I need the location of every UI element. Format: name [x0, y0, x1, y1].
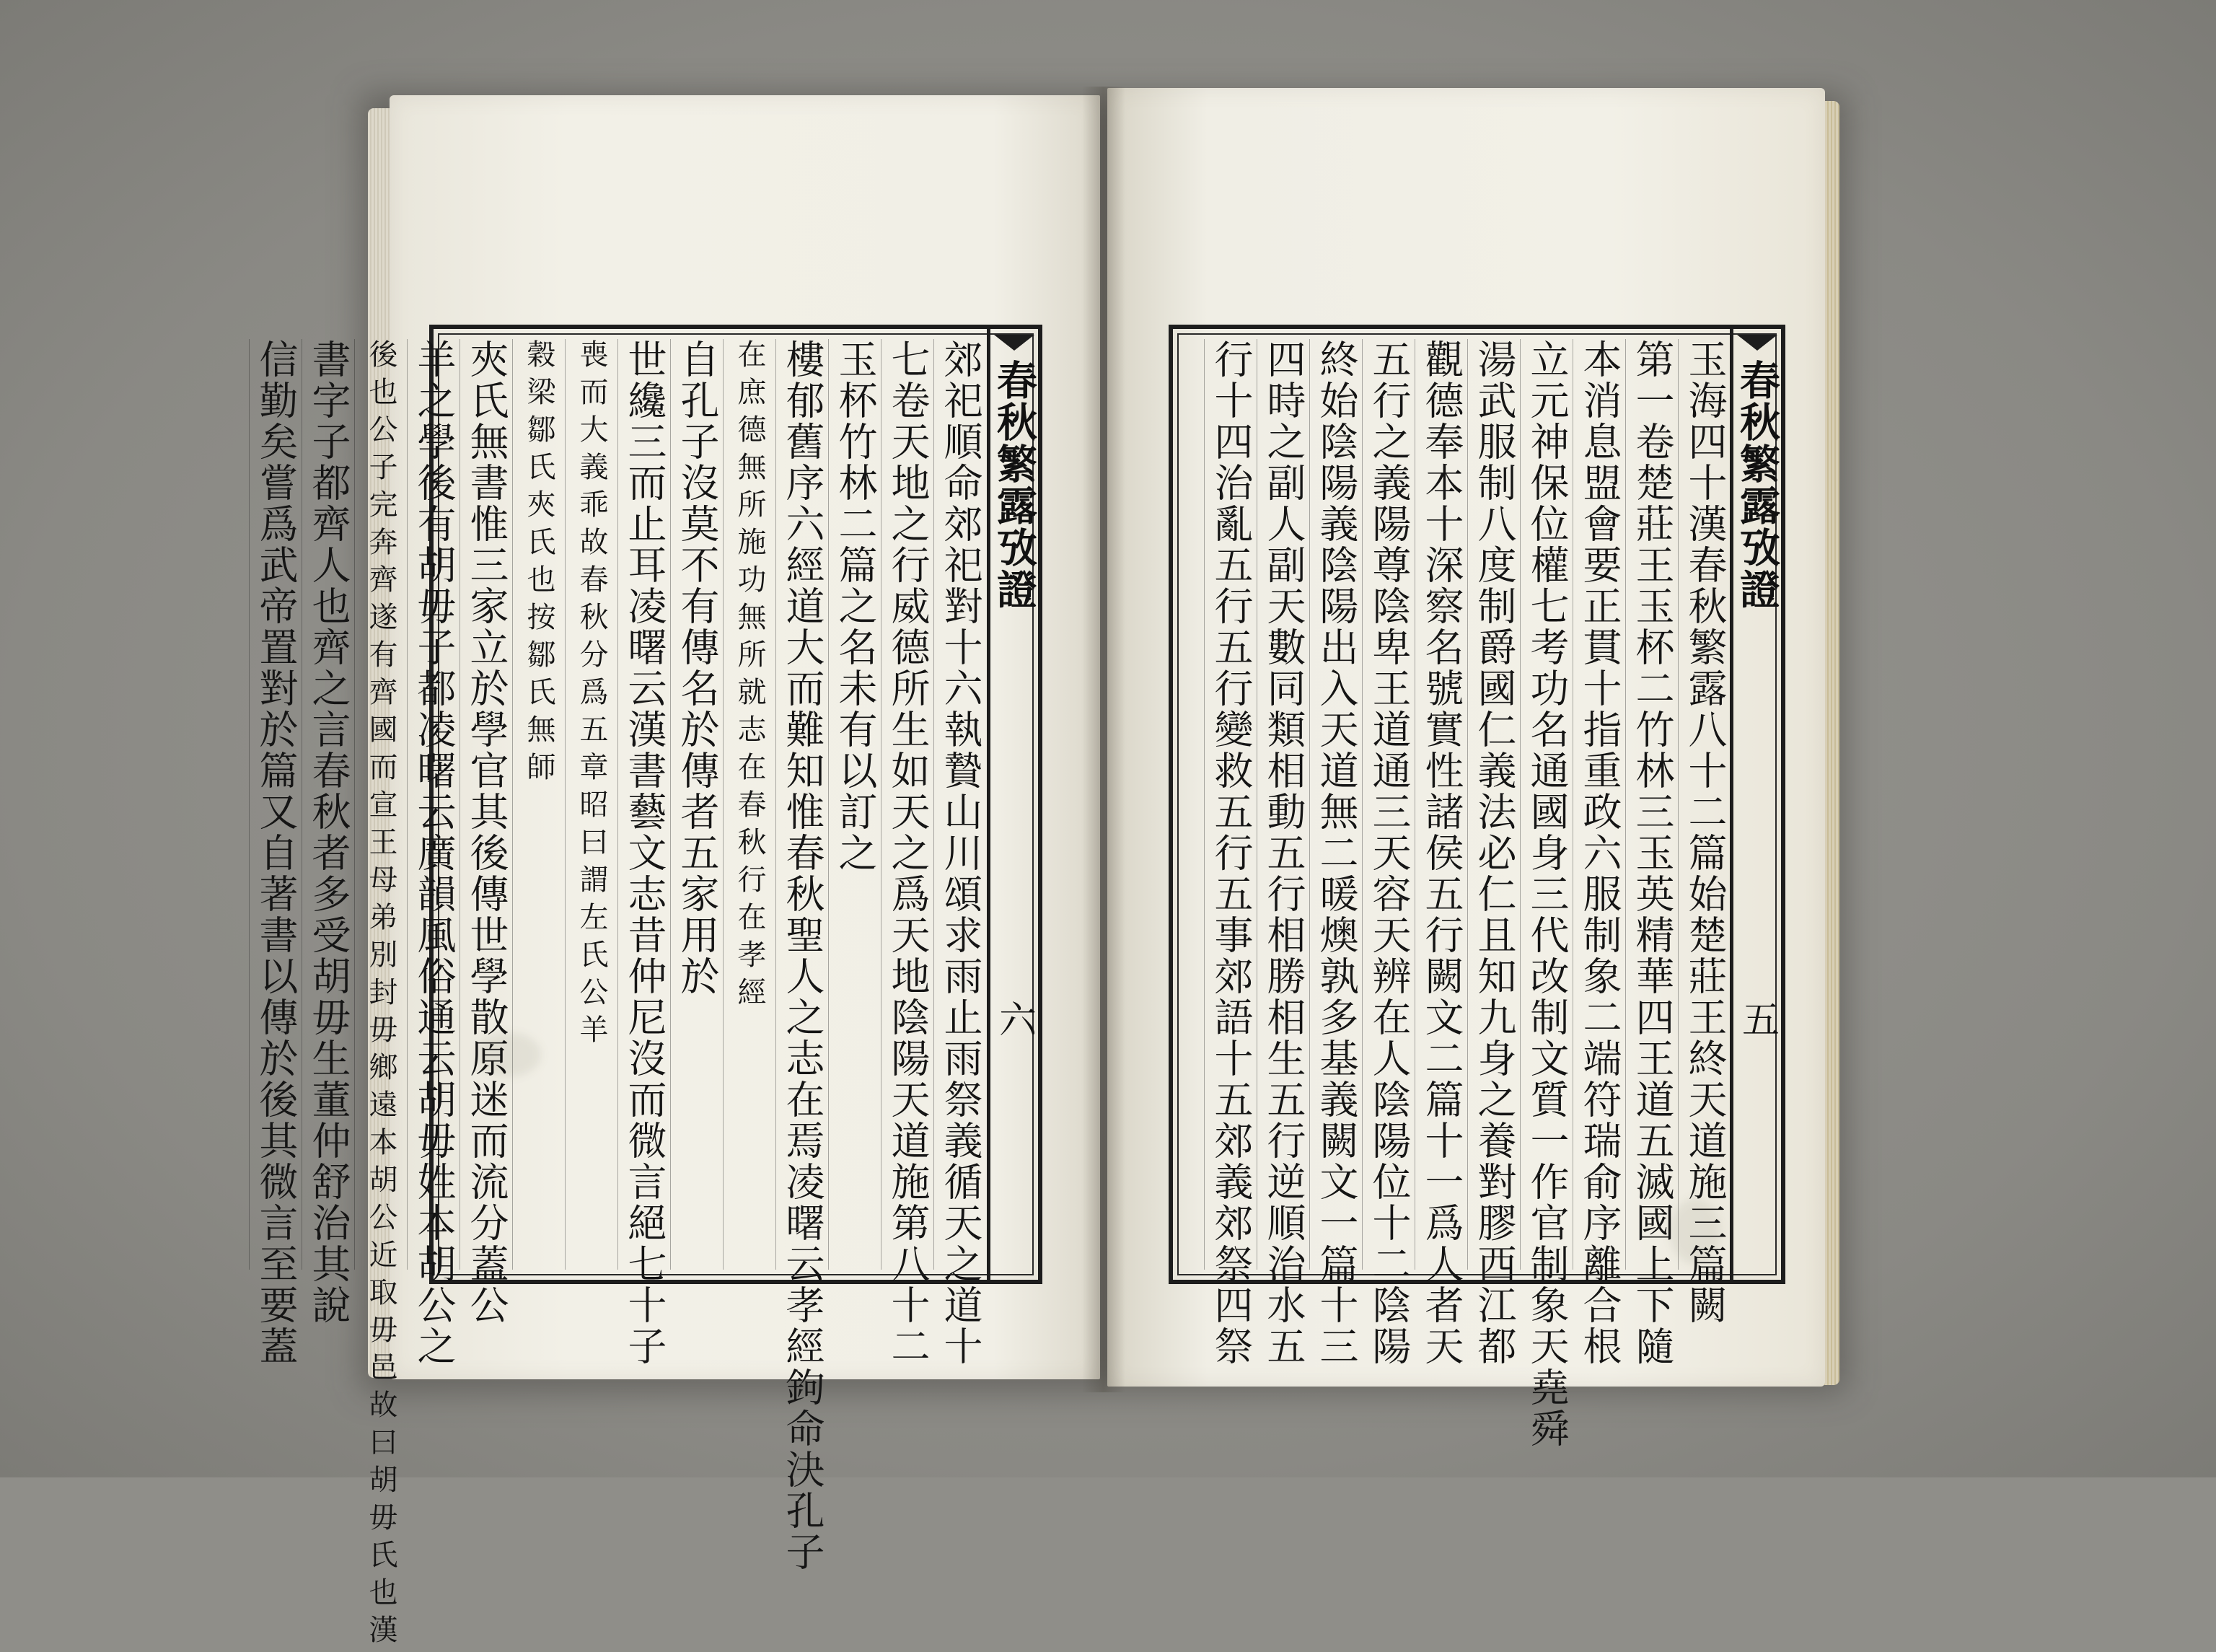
right-page-text-column: 終始陰陽義陰陽出入天道無二暖燠孰多基義闕文一篇十三	[1309, 339, 1362, 1270]
right-page-text-column: 四時之副人副天數同類相動五行相勝相生五行逆順治水五	[1257, 339, 1309, 1270]
left-page-text-column: 穀梁鄒氏夾氏也按鄒氏無師	[512, 339, 565, 1270]
right-page-text-column: 五行之義陽尊陰卑王道通三天容天辨在人陰陽位十二陰陽	[1362, 339, 1415, 1270]
right-margin-title: 春秋繁露攷證	[1733, 359, 1781, 610]
left-page-text-column: 七卷天地之行威德所生如天之爲天地陰陽天道施第八十二	[881, 339, 933, 1270]
right-page-text-column: 玉海四十漢春秋繁露八十二篇始楚莊王終天道施三篇闕	[1678, 339, 1731, 1270]
right-page-text-column: 本消息盟會要正貫十指重政六服制象二端符瑞俞序離合根	[1573, 339, 1625, 1270]
left-page-text-column: 書字子都齊人也齊之言春秋者多受胡毋生董仲舒治其說	[302, 339, 354, 1270]
left-text-frame	[253, 325, 1042, 1652]
left-text-columns	[253, 339, 986, 1652]
left-margin-title: 春秋繁露攷證	[990, 359, 1038, 610]
left-page-text-column: 在庶德無所施功無所就志在春秋行在孝經	[723, 339, 775, 1270]
right-page-text-column: 行十四治亂五行五行變救五行五事郊語十五郊義郊祭四祭	[1204, 339, 1257, 1270]
right-page-text-column: 第一卷楚莊王玉杯二竹林三玉英精華四王道五滅國上下隨	[1625, 339, 1678, 1270]
right-page-text-column: 觀德奉本十深察名號實性諸侯五行闕文二篇十一爲人者天	[1415, 339, 1467, 1270]
left-page-text-column: 喪而大義乖故春秋分爲五章昭曰謂左氏公羊	[565, 339, 617, 1270]
fishtail-ornament	[1737, 335, 1777, 351]
left-page-text-column: 樓郁舊序六經道大而難知惟春秋聖人之志在焉凌曙云孝經鉤命決孔子	[775, 339, 828, 1270]
left-page-text-column: 玉杯竹林二篇之名未有以訂之	[828, 339, 881, 1270]
right-folio-number: 五	[1735, 1000, 1779, 1037]
right-page-text-column: 湯武服制八度制爵國仁義法必仁且知九身之養對膠西江都	[1467, 339, 1520, 1270]
left-page-text-column: 自孔子沒莫不有傳名於傳者五家用於	[670, 339, 723, 1270]
left-page-text-column: 郊祀順命郊祀對十六執贄山川頌求雨止雨祭義循天之道十	[933, 339, 986, 1270]
left-page-text-column: 羊之學後有胡毋子都凌曙云廣韻風俗通云胡毋姓本胡公之	[407, 339, 460, 1270]
left-page-margin	[987, 329, 1038, 1280]
left-page-text-column: 夾氏無書惟三家立於學官其後傳世學散原迷而流分蓋公	[460, 339, 512, 1270]
left-page-text-column: 信勤矣嘗爲武帝置對於篇又自著書以傳於後其微言至要蓋	[249, 339, 302, 1270]
right-text-frame	[1169, 325, 1785, 1449]
left-folio-number: 六	[992, 1000, 1036, 1037]
right-text-columns	[1183, 339, 1731, 1449]
fishtail-ornament	[994, 335, 1034, 351]
left-page-text-column: 後也公子完奔齊遂有齊國而宣王母弟別封毋鄉遠本胡公近取毋邑故曰胡毋氏也漢	[354, 339, 407, 1270]
book-gutter	[1082, 87, 1125, 1392]
left-page-text-column: 世纔三而止耳凌曙云漢書藝文志昔仲尼沒而微言絕七十子	[617, 339, 670, 1270]
right-page-text-column: 立元神保位權七考功名通國身三代改制文質一作官制象天堯舜	[1520, 339, 1573, 1270]
right-page-margin	[1730, 329, 1781, 1280]
